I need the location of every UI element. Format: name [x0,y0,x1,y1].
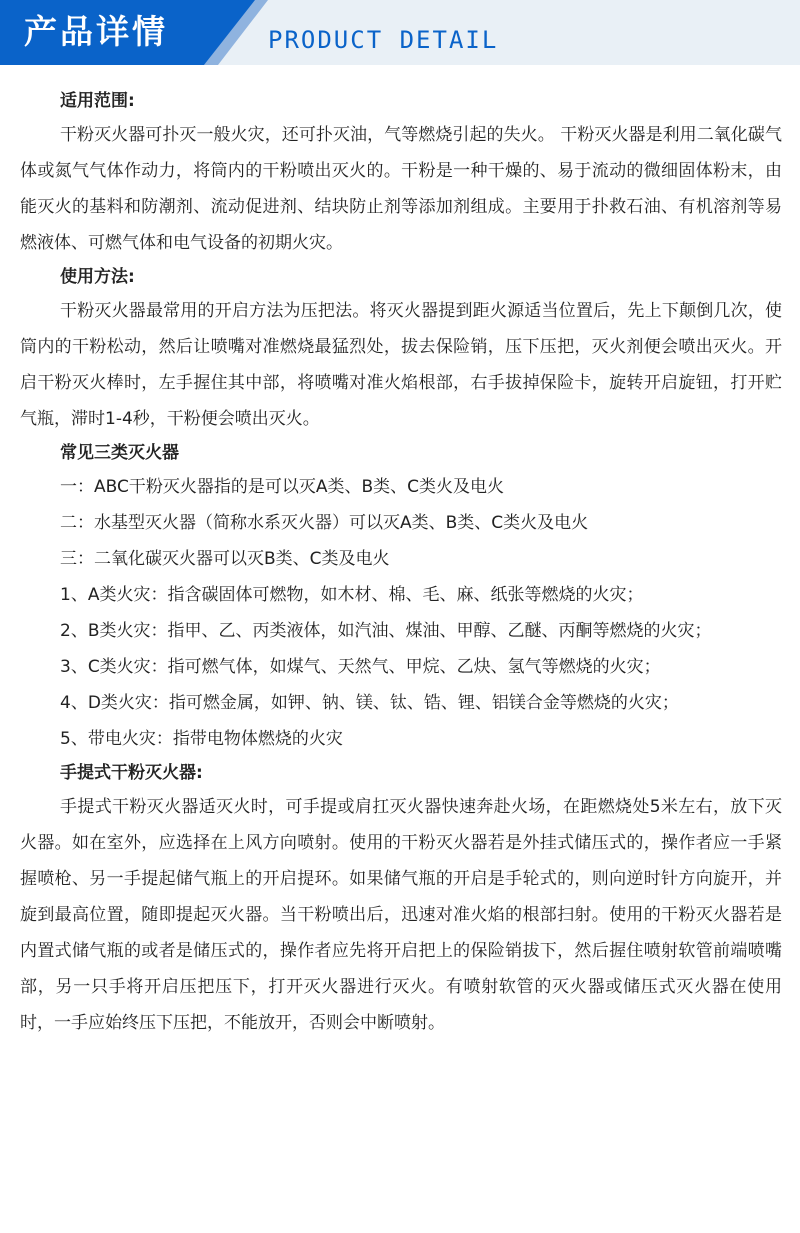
usage-text: 干粉灭火器最常用的开启方法为压把法。将灭火器提到距火源适当位置后，先上下颠倒几次，使筒内的干粉松动，然后让喷嘴对准燃烧最猛烈处，拔去保险销，压下压把，灭火剂便会喷出灭火。开启干粉灭火棒时，左手握住其中部，将喷嘴对准火焰根部，右手拔掉保险卡，旋转开启旋钮，打开贮气瓶，滞时1-4秒，干粉便会喷出灭火。 [20,301,782,429]
header-en-title: PRODUCT DETAIL [268,26,499,54]
types-item: 二：水基型灭火器（简称水系灭火器）可以灭A类、B类、C类火及电火 [60,513,589,533]
product-detail-content [20,85,782,1041]
types-item: 2、B类火灾：指甲、乙、丙类液体，如汽油、煤油、甲醇、乙醚、丙酮等燃烧的火灾； [60,621,712,641]
page-header [0,0,800,65]
types-item: 3、C类火灾：指可燃气体，如煤气、天然气、甲烷、乙炔、氢气等燃烧的火灾； [60,657,661,677]
scope-heading: 适用范围: [60,91,135,111]
handheld-text: 手提式干粉灭火器适灭火时，可手提或肩扛灭火器快速奔赴火场，在距燃烧处5米左右，放下灭火器。如在室外，应选择在上风方向喷射。使用的干粉灭火器若是外挂式储压式的，操作者应一手紧握喷枪、另一手提起储气瓶上的开启提环。如果储气瓶的开启是手轮式的，则向逆时针方向旋开，并旋到最高位置，随即提起灭火器。当干粉喷出后，迅速对准火焰的根部扫射。使用的干粉灭火器若是内置式储气瓶的或者是储压式的，操作者应先将开启把上的保险销拔下，然后握住喷射软管前端喷嘴部，另一只手将开启压把压下，打开灭火器进行灭火。有喷射软管的灭火器或储压式灭火器在使用时，一手应始终压下压把，不能放开，否则会中断喷射。 [20,797,782,1033]
scope-text: 干粉灭火器可扑灭一般火灾，还可扑灭油，气等燃烧引起的失火。 干粉灭火器是利用二氧化碳气体或氮气气体作动力，将筒内的干粉喷出灭火的。干粉是一种干燥的、易于流动的微细固体粉末，由能灭火的基料和防潮剂、流动促进剂、结块防止剂等添加剂组成。主要用于扑救石油、有机溶剂等易燃液体、可燃气体和电气设备的初期火灾。 [20,125,782,253]
types-item: 4、D类火灾：指可燃金属，如钾、钠、镁、钛、锆、锂、铝镁合金等燃烧的火灾； [60,693,679,713]
types-item: 三：二氧化碳灭火器可以灭B类、C类及电火 [60,549,390,569]
usage-heading: 使用方法: [60,267,135,287]
types-heading: 常见三类灭火器 [60,443,179,463]
types-item: 5、带电火灾：指带电物体燃烧的火灾 [60,729,343,749]
types-item: 一：ABC干粉灭火器指的是可以灭A类、B类、C类火及电火 [60,477,505,497]
handheld-heading: 手提式干粉灭火器: [60,763,203,783]
header-cn-title: 产品详情 [24,12,168,51]
types-item: 1、A类火灾：指含碳固体可燃物，如木材、棉、毛、麻、纸张等燃烧的火灾； [60,585,644,605]
